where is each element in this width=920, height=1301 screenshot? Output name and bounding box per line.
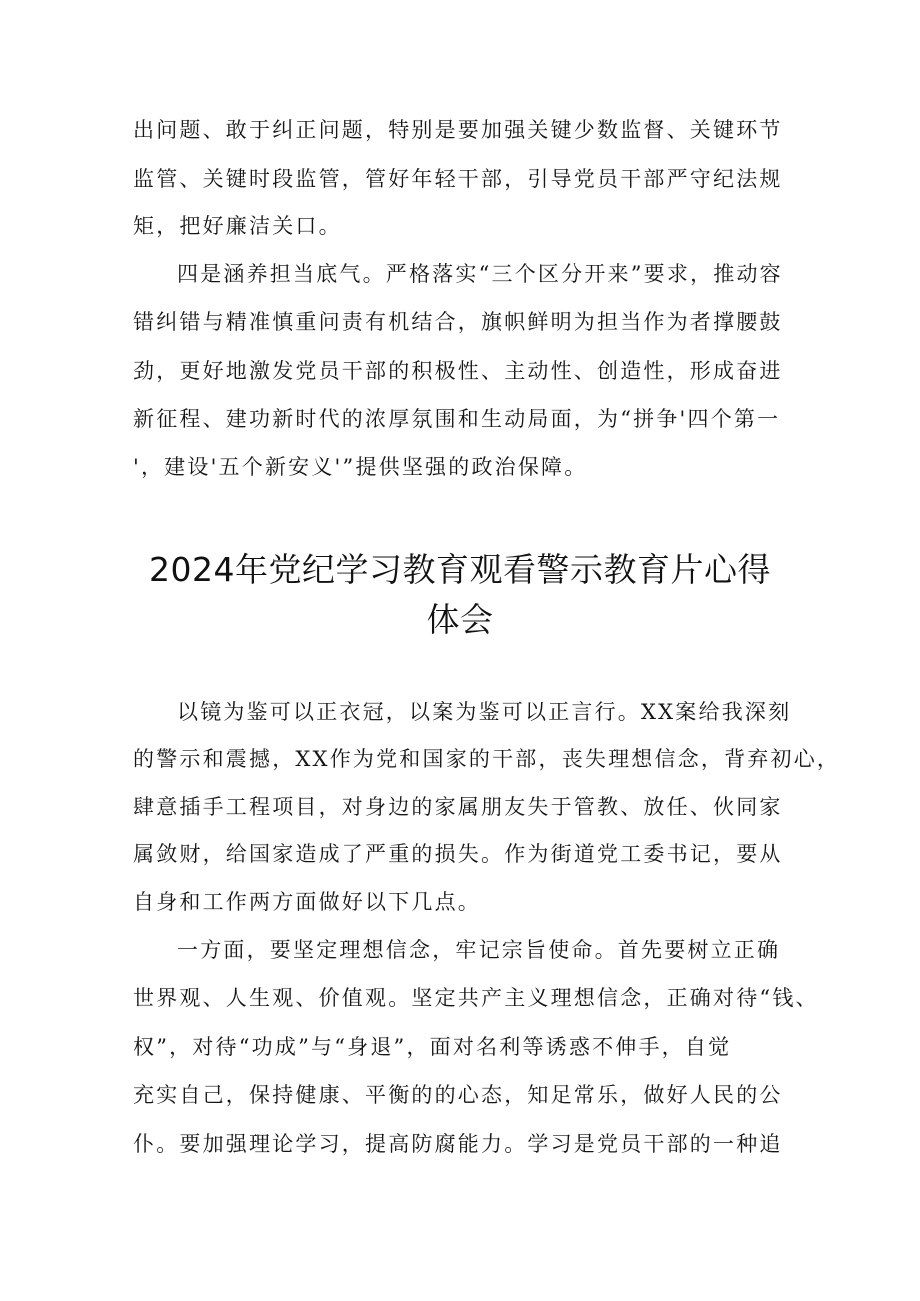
text-line: 劲，更好地激发党员干部的积极性、主动性、创造性，形成奋进 [133,359,783,383]
text-line: 以镜为鉴可以正衣冠，以案为鉴可以正言行。XX案给我深刻 [177,700,792,724]
article-title-continued: 体会 [426,600,494,639]
article-title: 2024年党纪学习教育观看警示教育片心得 [149,550,771,589]
text-line: 新征程、建功新时代的浓厚氛围和生动局面，为“拼争'四个第一 [133,407,781,431]
text-line: 一方面，要坚定理想信念，牢记宗旨使命。首先要树立正确 [177,938,781,962]
text-line: 世界观、人生观、价值观。坚定共产主义理想信念，正确对待“钱、 [133,986,819,1010]
text-line: 自身和工作两方面做好以下几点。 [133,890,481,914]
text-line: '，建设'五个新安义'”提供坚强的政治保障。 [133,455,588,479]
text-line: 权”，对待“功成”与“身退”，面对名利等诱惑不伸手，自觉 [133,1035,732,1059]
text-line: 出问题、敢于纠正问题，特别是要加强关键少数监督、关键环节 [133,118,783,142]
text-line: 监管、关键时段监管，管好年轻干部，引导党员干部严守纪法规 [133,167,783,191]
text-line: 属敛财，给国家造成了严重的损失。作为街道党工委书记，要从 [133,842,783,866]
text-line: 错纠错与精准慎重问责有机结合，旗帜鲜明为担当作为者撑腰鼓 [133,310,783,334]
text-line: 肆意插手工程项目，对身边的家属朋友失于管教、放任、伙同家 [133,795,783,819]
text-line: 四是涵养担当底气。严格落实“三个区分开来”要求，推动容 [177,262,783,286]
text-line: 矩，把好廉洁关口。 [133,214,342,238]
text-line: 充实自己，保持健康、平衡的的心态，知足常乐，做好人民的公 [133,1083,783,1107]
text-line: 仆。要加强理论学习，提高防腐能力。学习是党员干部的一种追 [133,1132,783,1156]
text-line: 的警示和震撼，XX作为党和国家的干部，丧失理想信念，背弃初心， [133,747,841,771]
